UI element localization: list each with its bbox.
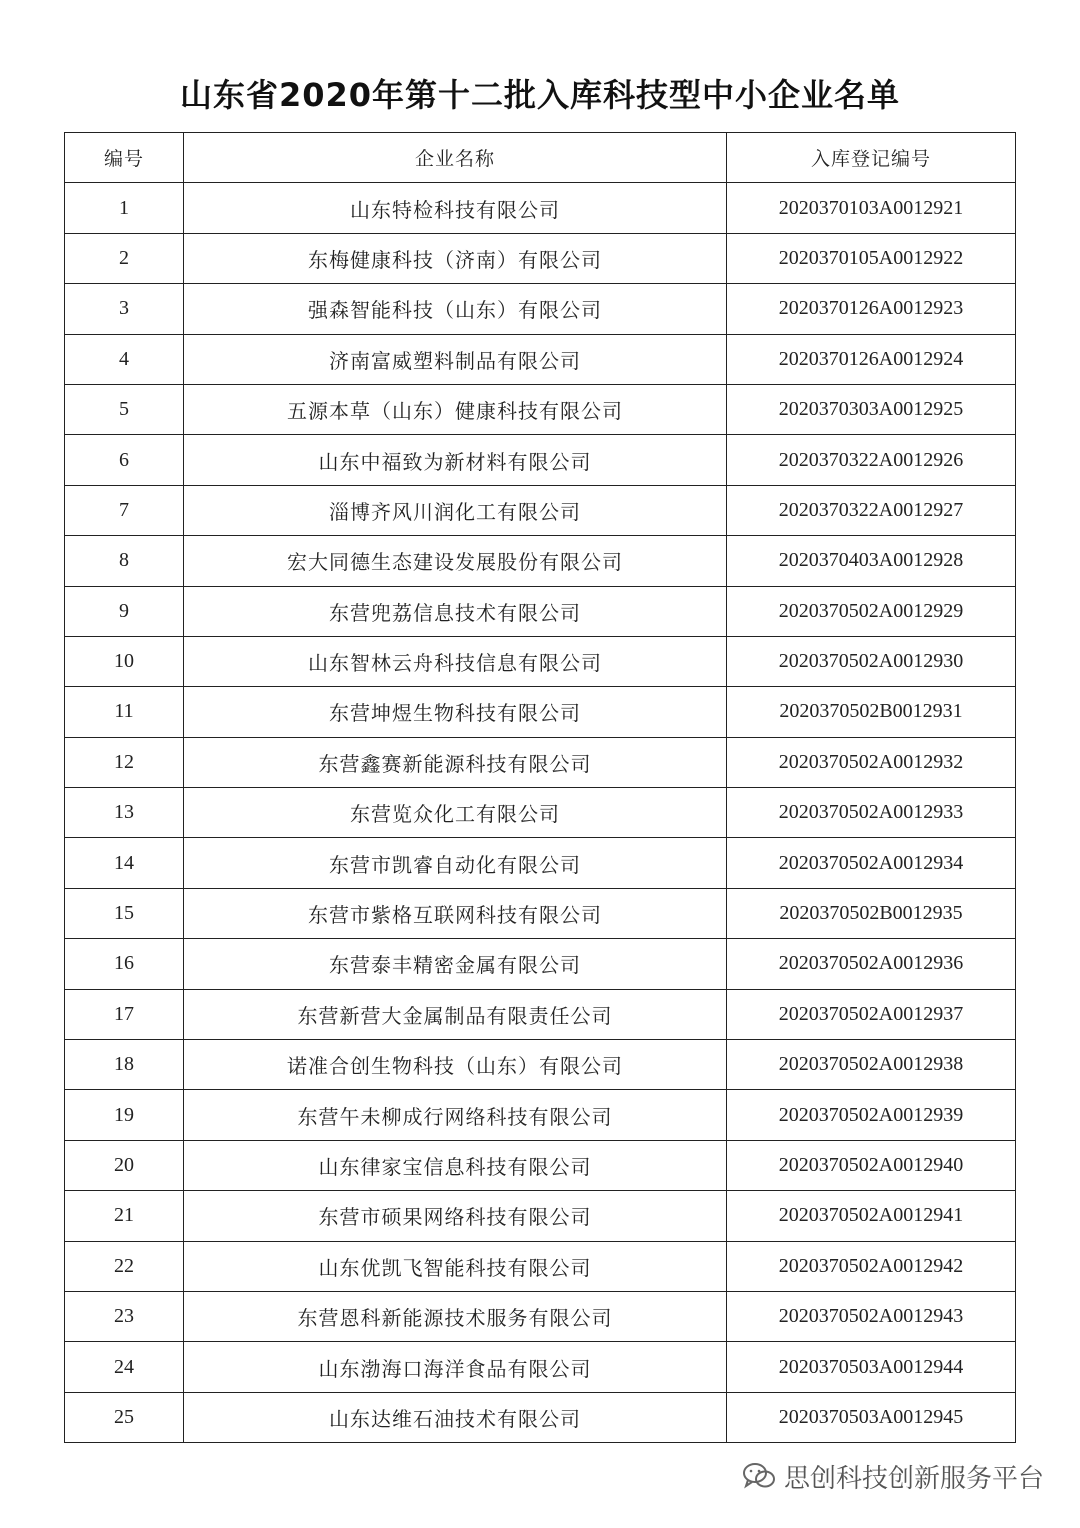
table-row: [65, 284, 1016, 334]
table-row: [65, 1392, 1016, 1442]
table-header-row: [65, 133, 1016, 183]
table-row: [65, 1090, 1016, 1140]
registration-number: 2020370126A0012924: [727, 334, 1016, 384]
row-number: 18: [65, 1040, 184, 1090]
company-name: 济南富威塑料制品有限公司: [184, 334, 727, 384]
table-header: [65, 133, 1016, 183]
company-name: 山东律家宝信息科技有限公司: [184, 1140, 727, 1190]
wechat-icon: [742, 1461, 776, 1491]
registration-number: 2020370403A0012928: [727, 536, 1016, 586]
registration-number: 2020370303A0012925: [727, 384, 1016, 434]
row-number: 10: [65, 636, 184, 686]
company-name: 东营市凯睿自动化有限公司: [184, 838, 727, 888]
company-name: 山东渤海口海洋食品有限公司: [184, 1342, 727, 1392]
company-name: 诺准合创生物科技（山东）有限公司: [184, 1040, 727, 1090]
company-name: 山东优凯飞智能科技有限公司: [184, 1241, 727, 1291]
registration-number: 2020370502B0012935: [727, 888, 1016, 938]
company-name: 东梅健康科技（济南）有限公司: [184, 233, 727, 283]
table-row: [65, 233, 1016, 283]
registration-number: 2020370502A0012943: [727, 1291, 1016, 1341]
registration-number: 2020370502A0012932: [727, 737, 1016, 787]
row-number: 16: [65, 939, 184, 989]
registration-number: 2020370502A0012942: [727, 1241, 1016, 1291]
document-title: 山东省2020年第十二批入库科技型中小企业名单: [179, 76, 901, 114]
table-row: [65, 788, 1016, 838]
company-name: 东营午未柳成行网络科技有限公司: [184, 1090, 727, 1140]
table-row: [65, 1140, 1016, 1190]
registration-number: 2020370503A0012945: [727, 1392, 1016, 1442]
table-row: [65, 183, 1016, 233]
row-number: 23: [65, 1291, 184, 1341]
row-number: 5: [65, 384, 184, 434]
row-number: 11: [65, 687, 184, 737]
row-number: 9: [65, 586, 184, 636]
registration-number: 2020370105A0012922: [727, 233, 1016, 283]
table-row: [65, 687, 1016, 737]
company-name: 东营鑫赛新能源科技有限公司: [184, 737, 727, 787]
row-number: 6: [65, 435, 184, 485]
table-row: [65, 838, 1016, 888]
company-name: 东营新营大金属制品有限责任公司: [184, 989, 727, 1039]
header-registration-number: 入库登记编号: [727, 133, 1016, 183]
table-row: [65, 737, 1016, 787]
row-number: 19: [65, 1090, 184, 1140]
company-name: 五源本草（山东）健康科技有限公司: [184, 384, 727, 434]
row-number: 15: [65, 888, 184, 938]
registration-number: 2020370502A0012940: [727, 1140, 1016, 1190]
company-name: 东营市紫格互联网科技有限公司: [184, 888, 727, 938]
row-number: 25: [65, 1392, 184, 1442]
row-number: 7: [65, 485, 184, 535]
company-name: 山东智林云舟科技信息有限公司: [184, 636, 727, 686]
company-name: 山东达维石油技术有限公司: [184, 1392, 727, 1442]
table-row: [65, 334, 1016, 384]
table-row: [65, 586, 1016, 636]
row-number: 4: [65, 334, 184, 384]
company-name: 东营览众化工有限公司: [184, 788, 727, 838]
table-body: [65, 183, 1016, 1443]
row-number: 21: [65, 1191, 184, 1241]
registration-number: 2020370502A0012936: [727, 939, 1016, 989]
company-name: 东营市硕果网络科技有限公司: [184, 1191, 727, 1241]
table-row: [65, 435, 1016, 485]
table-row: [65, 536, 1016, 586]
row-number: 24: [65, 1342, 184, 1392]
table-row: [65, 939, 1016, 989]
row-number: 8: [65, 536, 184, 586]
registration-number: 2020370103A0012921: [727, 183, 1016, 233]
company-name: 东营恩科新能源技术服务有限公司: [184, 1291, 727, 1341]
company-name: 强森智能科技（山东）有限公司: [184, 284, 727, 334]
table-row: [65, 1040, 1016, 1090]
table-row: [65, 636, 1016, 686]
company-name: 淄博齐风川润化工有限公司: [184, 485, 727, 535]
registration-number: 2020370322A0012927: [727, 485, 1016, 535]
registration-number: 2020370126A0012923: [727, 284, 1016, 334]
header-number: 编号: [65, 133, 184, 183]
registration-number: 2020370502A0012938: [727, 1040, 1016, 1090]
watermark-text: 思创科技创新服务平台: [783, 1463, 1044, 1494]
row-number: 12: [65, 737, 184, 787]
row-number: 14: [65, 838, 184, 888]
registration-number: 2020370322A0012926: [727, 435, 1016, 485]
registration-number: 2020370502A0012929: [727, 586, 1016, 636]
row-number: 3: [65, 284, 184, 334]
registration-number: 2020370502A0012941: [727, 1191, 1016, 1241]
table-row: [65, 1342, 1016, 1392]
registration-number: 2020370502A0012930: [727, 636, 1016, 686]
company-name: 东营坤煜生物科技有限公司: [184, 687, 727, 737]
table-row: [65, 1241, 1016, 1291]
row-number: 2: [65, 233, 184, 283]
row-number: 17: [65, 989, 184, 1039]
registration-number: 2020370502A0012939: [727, 1090, 1016, 1140]
company-name: 山东中福致为新材料有限公司: [184, 435, 727, 485]
row-number: 20: [65, 1140, 184, 1190]
table-row: [65, 1291, 1016, 1341]
table-row: [65, 888, 1016, 938]
company-name: 东营兜荔信息技术有限公司: [184, 586, 727, 636]
row-number: 22: [65, 1241, 184, 1291]
registration-number: 2020370503A0012944: [727, 1342, 1016, 1392]
registration-number: 2020370502B0012931: [727, 687, 1016, 737]
enterprise-roster-table: [64, 132, 1016, 1443]
row-number: 1: [65, 183, 184, 233]
table-row: [65, 989, 1016, 1039]
company-name: 东营泰丰精密金属有限公司: [184, 939, 727, 989]
registration-number: 2020370502A0012933: [727, 788, 1016, 838]
header-company-name: 企业名称: [184, 133, 727, 183]
table-row: [65, 384, 1016, 434]
registration-number: 2020370502A0012937: [727, 989, 1016, 1039]
registration-number: 2020370502A0012934: [727, 838, 1016, 888]
watermark: [742, 1456, 1044, 1496]
table-row: [65, 1191, 1016, 1241]
row-number: 13: [65, 788, 184, 838]
table-row: [65, 485, 1016, 535]
company-name: 宏大同德生态建设发展股份有限公司: [184, 536, 727, 586]
company-name: 山东特检科技有限公司: [184, 183, 727, 233]
